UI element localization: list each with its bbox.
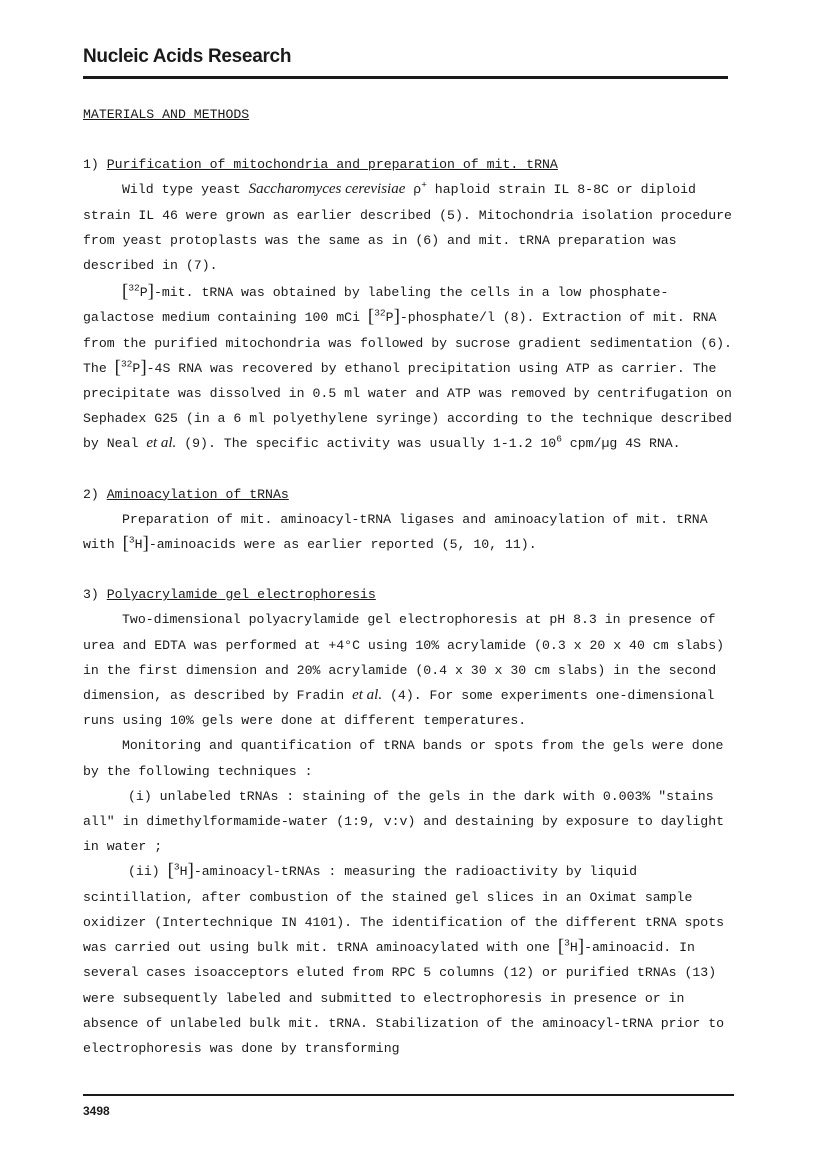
- paragraph: Monitoring and quantification of tRNA bands or spots from the gels were done by the following techniques :: [83, 738, 724, 779]
- page-number: 3498: [83, 1104, 110, 1118]
- paragraph: (ii) [$^3$H]-aminoacyl-tRNAs : measuring the radioactivity by liquid scintillation, after combustion of the stained gel slices in an Oximat sample oxidizer (Intertechnique IN 4101). The identification of the different tRNA spots was carried out using bulk mit. tRNA aminoacylated with one [$^3$H]-aminoacid. In several cases isoacceptors eluted from RPC 5 columns (12) or purified tRNAs (13) were subsequently labeled and submitted to electrophoresis in presence or in absence of unlabeled bulk mit. tRNA. Stabilization of the aminoacyl-tRNA prior to electrophoresis was done by transforming: [83, 860, 725, 1056]
- header-rule: [83, 76, 728, 79]
- journal-title: Nucleic Acids Research: [83, 46, 292, 67]
- paragraph: Wild type yeast Saccharomyces cerevisiae ρ+ haploid strain IL 8-8C or diploid strain IL 46 were grown as earlier described (5). Mitochondria isolation procedure from yeast protoplasts was the same as in (6) and mit. tRNA preparation was described in (7).: [83, 180, 732, 274]
- paragraph: Preparation of mit. aminoacyl-tRNA ligases and aminoacylation of mit. tRNA with [$^3$H]-aminoacids were as earlier reported (5, 10, 11).: [83, 511, 708, 555]
- paragraph: Two-dimensional polyacrylamide gel electrophoresis at pH 8.3 in presence of urea and EDTA was performed at +4°C using 10% acrylamide (0.3 x 20 x 40 cm slabs) in the first dimension and 20% acrylamide (0.4 x 30 x 30 cm slabs) in the second dimension, as described by Fradin et al. (4). For some experiments one-dimensional runs using 10% gels were done at different temperatures.: [83, 612, 725, 729]
- subsection-heading-1: 1) Purification of mitochondria and preparation of mit. tRNA: [83, 157, 558, 173]
- footer-rule: [83, 1094, 734, 1096]
- article-body: [83, 102, 733, 1061]
- paragraph: [$^{32}$P]-mit. tRNA was obtained by labeling the cells in a low phosphate-galactose medium containing 100 mCi [$^{32}$P]-phosphate/l (8). Extraction of mit. RNA from the purified mitochondria was followed by sucrose gradient sedimentation (6). The [$^{32}$P]-4S RNA was recovered by ethanol precipitation using ATP as carrier. The precipitate was dissolved in 0.5 ml water and ATP was removed by centrifugation on Sephadex G25 (in a 6 ml polyethylene syringe) according to the technique described by Neal et al. (9). The specific activity was usually 1-1.2 $10^6$ cpm/µg 4S RNA.: [83, 281, 732, 452]
- subsection-heading-2: 2) Aminoacylation of tRNAs: [83, 486, 289, 502]
- paragraph: (i) unlabeled tRNAs : staining of the gels in the dark with 0.003% "stains all" in dimethylformamide-water (1:9, v:v) and destaining by exposure to daylight in water ;: [83, 788, 725, 855]
- subsection-heading-3: 3) Polyacrylamide gel electrophoresis: [83, 587, 376, 603]
- section-heading: MATERIALS AND METHODS: [83, 107, 250, 122]
